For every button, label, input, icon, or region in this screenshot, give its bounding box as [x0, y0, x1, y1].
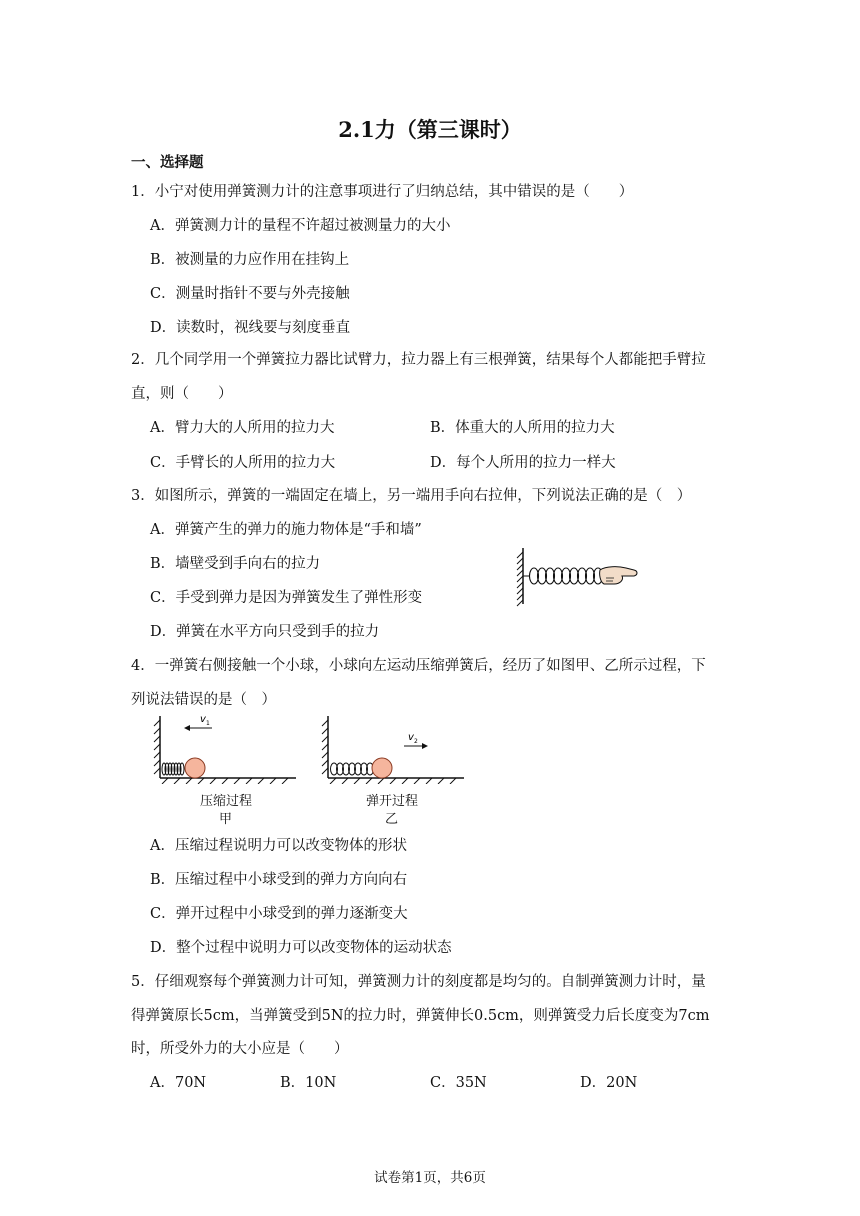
question-5-stem-line-1: 5．仔细观察每个弹簧测力计可知，弹簧测力计的刻度都是均匀的。自制弹簧测力计时，量: [131, 974, 706, 990]
section-heading: 一、选择题: [131, 154, 204, 171]
velocity-1-label: v: [200, 714, 206, 725]
question-2-option-b[interactable]: B．体重大的人所用的拉力大: [430, 420, 615, 436]
question-1-option-a[interactable]: A．弹簧测力计的量程不许超过被测量力的大小: [150, 218, 451, 234]
velocity-1-subscript: 1: [206, 720, 210, 727]
compression-figure: [150, 712, 300, 784]
question-1-stem: 1．小宁对使用弹簧测力计的注意事项进行了归纳总结，其中错误的是（ ）: [131, 184, 634, 200]
question-2-stem-line-2: 直，则（ ）: [131, 386, 233, 402]
question-4-stem-line-2: 列说法错误的是（ ）: [131, 692, 276, 708]
question-2-stem-line-1: 2．几个同学用一个弹簧拉力器比试臂力，拉力器上有三根弹簧，结果每个人都能把手臂拉: [131, 352, 706, 368]
question-2-option-a[interactable]: A．臂力大的人所用的拉力大: [150, 420, 335, 436]
question-3-stem: 3．如图所示，弹簧的一端固定在墙上，另一端用手向右拉伸，下列说法正确的是（ ）: [131, 488, 692, 504]
velocity-2-label: v: [408, 732, 414, 743]
compression-caption: 压缩过程: [200, 794, 253, 809]
question-4-option-c[interactable]: C．弹开过程中小球受到的弹力逐渐变大: [150, 906, 408, 922]
question-1-option-c[interactable]: C．测量时指针不要与外壳接触: [150, 286, 350, 302]
question-4-stem-line-1: 4．一弹簧右侧接触一个小球，小球向左运动压缩弹簧后，经历了如图甲、乙所示过程，下: [131, 658, 706, 674]
question-5-option-a[interactable]: A．70N: [150, 1075, 207, 1091]
page-title: 2.1力（第三课时）: [338, 117, 522, 142]
spring-hand-figure: [514, 544, 640, 608]
question-3-option-d[interactable]: D．弹簧在水平方向只受到手的拉力: [150, 624, 380, 640]
question-1-option-b[interactable]: B．被测量的力应作用在挂钩上: [150, 252, 350, 268]
question-5-option-d[interactable]: D．20N: [580, 1075, 638, 1091]
question-2-option-d[interactable]: D．每个人所用的拉力一样大: [430, 455, 616, 471]
question-5-stem-line-3: 时，所受外力的大小应是（ ）: [131, 1041, 349, 1057]
question-4-option-a[interactable]: A．压缩过程说明力可以改变物体的形状: [150, 838, 407, 854]
question-3-option-c[interactable]: C．手受到弹力是因为弹簧发生了弹性形变: [150, 590, 423, 606]
release-subcaption: 乙: [385, 812, 399, 827]
question-5-option-b[interactable]: B．10N: [280, 1075, 337, 1091]
question-3-option-a[interactable]: A．弹簧产生的弹力的施力物体是“手和墙”: [150, 522, 422, 538]
compression-subcaption: 甲: [219, 812, 233, 827]
release-caption: 弹开过程: [366, 794, 419, 809]
question-3-option-b[interactable]: B．墙壁受到手向右的拉力: [150, 556, 321, 572]
question-5-option-c[interactable]: C．35N: [430, 1075, 487, 1091]
question-4-option-b[interactable]: B．压缩过程中小球受到的弹力方向向右: [150, 872, 408, 888]
question-1-option-d[interactable]: D．读数时，视线要与刻度垂直: [150, 320, 351, 336]
question-2-option-c[interactable]: C．手臂长的人所用的拉力大: [150, 455, 336, 471]
question-5-stem-line-2: 得弹簧原长5cm，当弹簧受到5N的拉力时，弹簧伸长0.5cm，则弹簧受力后长度变为7cm: [131, 1008, 710, 1024]
page-footer: 试卷第1页，共6页: [374, 1170, 486, 1186]
question-4-option-d[interactable]: D．整个过程中说明力可以改变物体的运动状态: [150, 940, 452, 956]
velocity-2-subscript: 2: [414, 738, 418, 745]
release-figure: [318, 712, 468, 784]
